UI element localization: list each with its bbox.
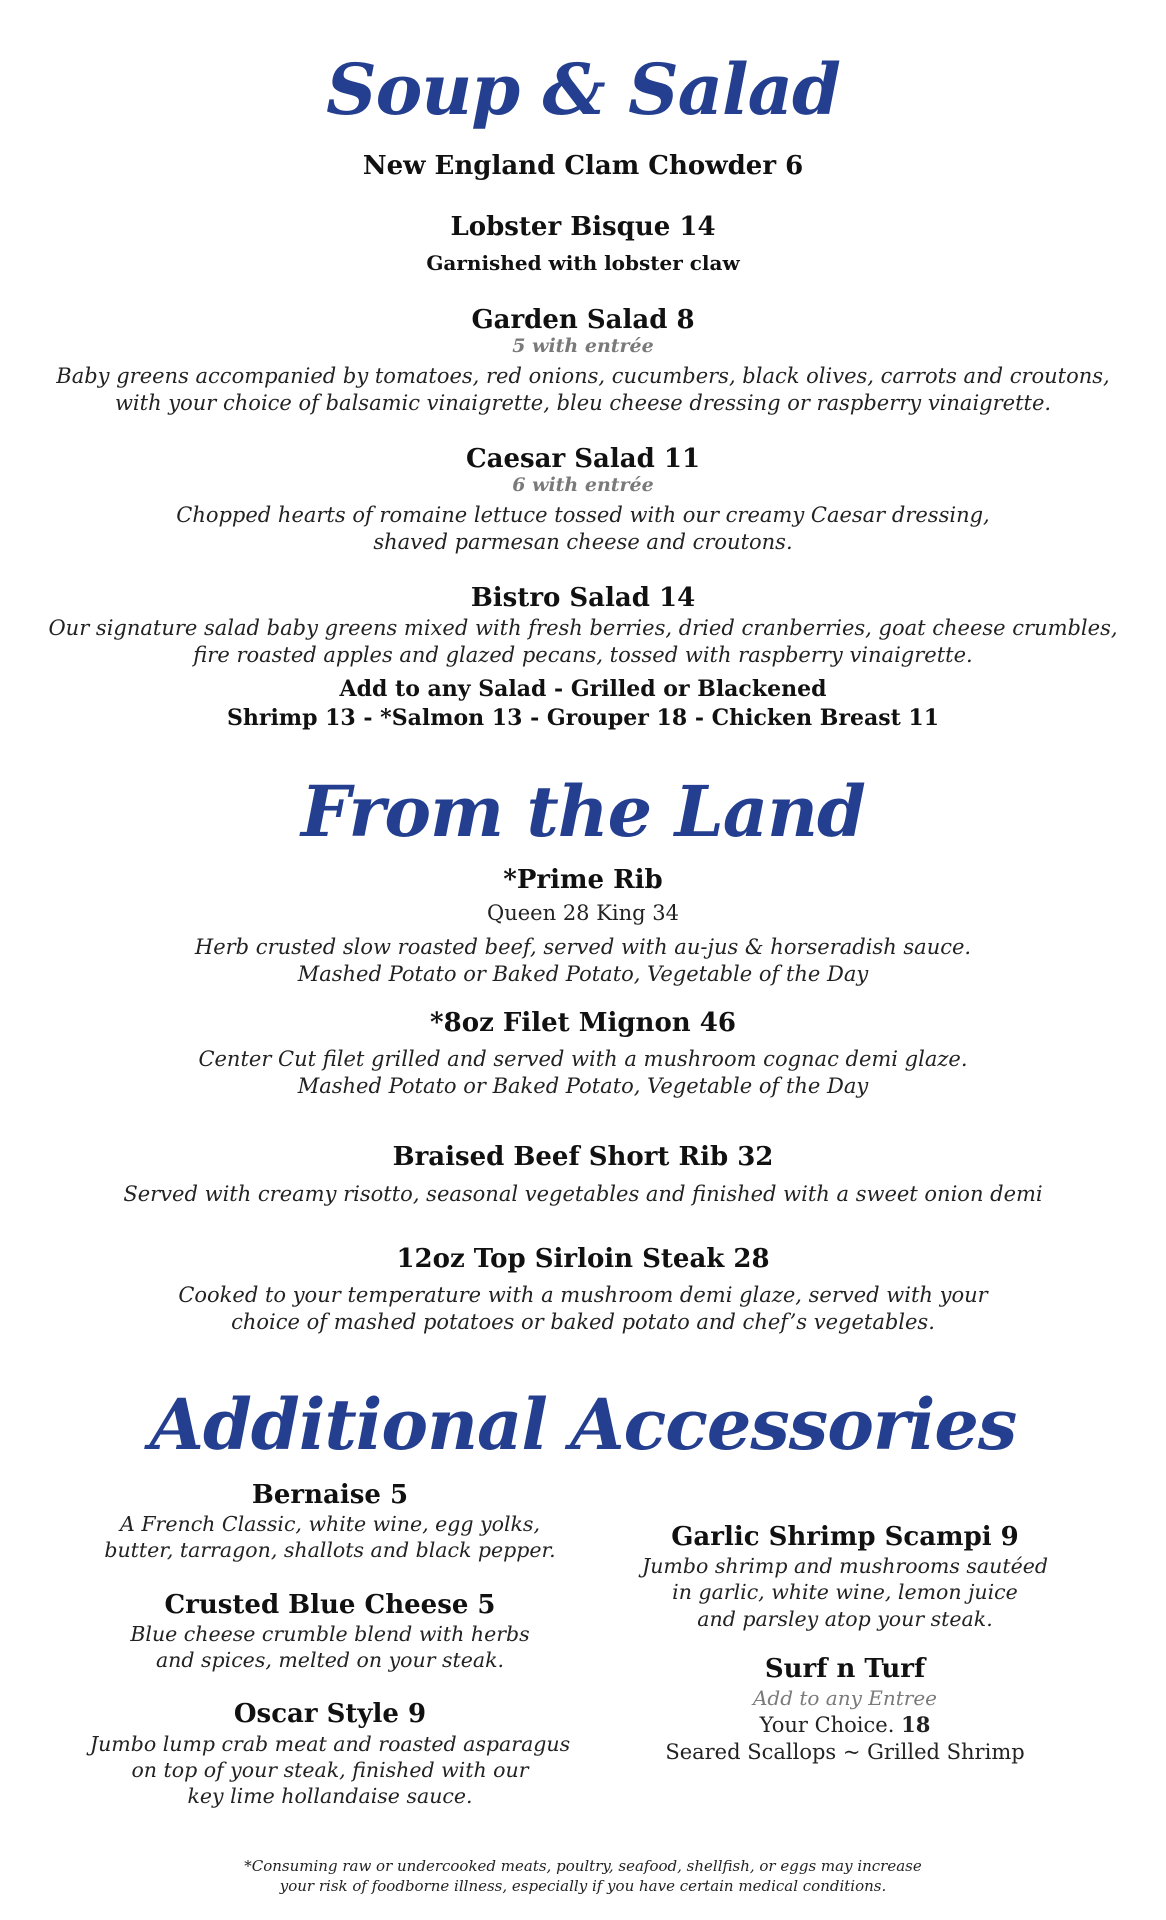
filet-mignon-desc-line: Mashed Potato or Baked Potato, Vegetable of the Day: [297, 1073, 869, 1098]
salad-addons: [0, 675, 1166, 733]
from-the-land-heading: From the Land: [300, 770, 866, 853]
oscar-style-desc-line: Jumbo lump crab meat and roasted asparagus: [89, 1731, 571, 1756]
bernaise-desc: [80, 1511, 580, 1563]
garlic-shrimp-scampi-desc-line: in garlic, white wine, lemon juice: [672, 1580, 1018, 1605]
salad-addons-line: Add to any Salad - Grilled or Blackened: [339, 676, 827, 702]
garden-salad-desc-line: Baby greens accompanied by tomatoes, red onions, cucumbers, black olives, carrots and croutons,: [56, 364, 1110, 388]
oscar-style-desc: [80, 1731, 580, 1810]
filet-mignon-desc: [0, 1046, 1166, 1100]
garlic-shrimp-scampi-desc-line: and parsley atop your steak.: [697, 1606, 993, 1631]
oscar-style-item: Oscar Style 9: [233, 1699, 427, 1730]
garden-salad-desc-line: with your choice of balsamic vinaigrette, bleu cheese dressing or raspberry vinaigrette.: [114, 390, 1052, 415]
disclaimer-line: your risk of foodborne illness, especially if you have certain medical conditions.: [279, 1877, 887, 1896]
garlic-shrimp-scampi-desc: [615, 1553, 1075, 1632]
disclaimer-line: *Consuming raw or undercooked meats, poultry, seafood, shellfish, or eggs may increase: [244, 1857, 922, 1875]
bernaise-desc-line: A French Classic, white wine, egg yolks,: [120, 1512, 540, 1537]
bistro-salad-desc-line: fire roasted apples and glazed pecans, tossed with raspberry vinaigrette.: [193, 642, 973, 667]
accessories-left-column: [80, 1480, 580, 1809]
oscar-style-desc-line: on top of your steak, finished with our: [131, 1757, 529, 1782]
short-rib-item: Braised Beef Short Rib 32: [392, 1142, 774, 1172]
garlic-shrimp-scampi-desc-line: Jumbo shrimp and mushrooms sautéed: [642, 1554, 1048, 1579]
sirloin-desc-line: Cooked to your temperature with a mushroom demi glaze, served with your: [178, 1283, 988, 1307]
caesar-salad-desc: [0, 502, 1166, 556]
surf-n-turf-price: 18: [901, 1712, 931, 1738]
lobster-bisque-desc: Garnished with lobster claw: [426, 251, 740, 275]
filet-mignon-item: *8oz Filet Mignon 46: [430, 1008, 736, 1038]
garlic-shrimp-scampi-item: Garlic Shrimp Scampi 9: [671, 1522, 1019, 1552]
filet-mignon-desc-line: Center Cut filet grilled and served with a mushroom cognac demi glaze.: [198, 1047, 968, 1071]
bistro-salad-desc: [0, 615, 1166, 669]
crusted-blue-cheese-item: Crusted Blue Cheese 5: [164, 1589, 496, 1620]
food-safety-disclaimer: [0, 1856, 1166, 1897]
additional-accessories-heading: Additional Accessories: [149, 1383, 1017, 1466]
surf-n-turf-choice-label: Your Choice.: [759, 1713, 895, 1738]
sirloin-desc-line: choice of mashed potatoes or baked potato and chef’s vegetables.: [231, 1309, 935, 1334]
soup-salad-heading: Soup & Salad: [326, 48, 840, 131]
sirloin-item: 12oz Top Sirloin Steak 28: [396, 1244, 770, 1274]
garden-salad-desc: [0, 363, 1166, 417]
oscar-style-desc-line: key lime hollandaise sauce.: [187, 1783, 473, 1808]
bistro-salad-item: Bistro Salad 14: [470, 583, 696, 613]
bernaise-item: Bernaise 5: [251, 1480, 409, 1510]
crusted-blue-cheese-desc-line: Blue cheese crumble blend with herbs: [130, 1621, 530, 1646]
caesar-salad-entree-price: 6 with entrée: [512, 474, 654, 496]
surf-n-turf-options: Seared Scallops ~ Grilled Shrimp: [665, 1740, 1025, 1765]
surf-n-turf-choice: [615, 1711, 1075, 1739]
clam-chowder-item: New England Clam Chowder 6: [362, 151, 804, 181]
accessories-right-column: [615, 1522, 1075, 1767]
garden-salad-entree-price: 5 with entrée: [512, 335, 654, 357]
lobster-bisque-item: Lobster Bisque 14: [450, 212, 716, 242]
crusted-blue-cheese-desc: [80, 1621, 580, 1673]
sirloin-desc: [0, 1282, 1166, 1336]
prime-rib-sizes: Queen 28 King 34: [487, 901, 679, 925]
prime-rib-item: *Prime Rib: [503, 865, 663, 895]
garden-salad-item: Garden Salad 8: [471, 305, 695, 335]
caesar-salad-desc-line: shaved parmesan cheese and croutons.: [373, 529, 793, 554]
prime-rib-desc-line: Mashed Potato or Baked Potato, Vegetable of the Day: [297, 961, 869, 986]
surf-n-turf-subtitle: Add to any Entree: [752, 1686, 938, 1711]
short-rib-desc: Served with creamy risotto, seasonal vegetables and finished with a sweet onion demi: [123, 1182, 1043, 1206]
crusted-blue-cheese-desc-line: and spices, melted on your steak.: [155, 1648, 505, 1673]
caesar-salad-desc-line: Chopped hearts of romaine lettuce tossed with our creamy Caesar dressing,: [176, 503, 990, 527]
caesar-salad-item: Caesar Salad 11: [465, 444, 701, 474]
salad-addons-line: Shrimp 13 - *Salmon 13 - Grouper 18 - Chicken Breast 11: [226, 705, 940, 732]
bistro-salad-desc-line: Our signature salad baby greens mixed with fresh berries, dried cranberries, goat cheese crumbles,: [48, 616, 1118, 640]
bernaise-desc-line: butter, tarragon, shallots and black pepper.: [104, 1538, 556, 1563]
surf-n-turf-item: Surf n Turf: [764, 1653, 926, 1684]
prime-rib-desc: [0, 934, 1166, 988]
prime-rib-desc-line: Herb crusted slow roasted beef, served with au-jus & horseradish sauce.: [194, 935, 972, 959]
